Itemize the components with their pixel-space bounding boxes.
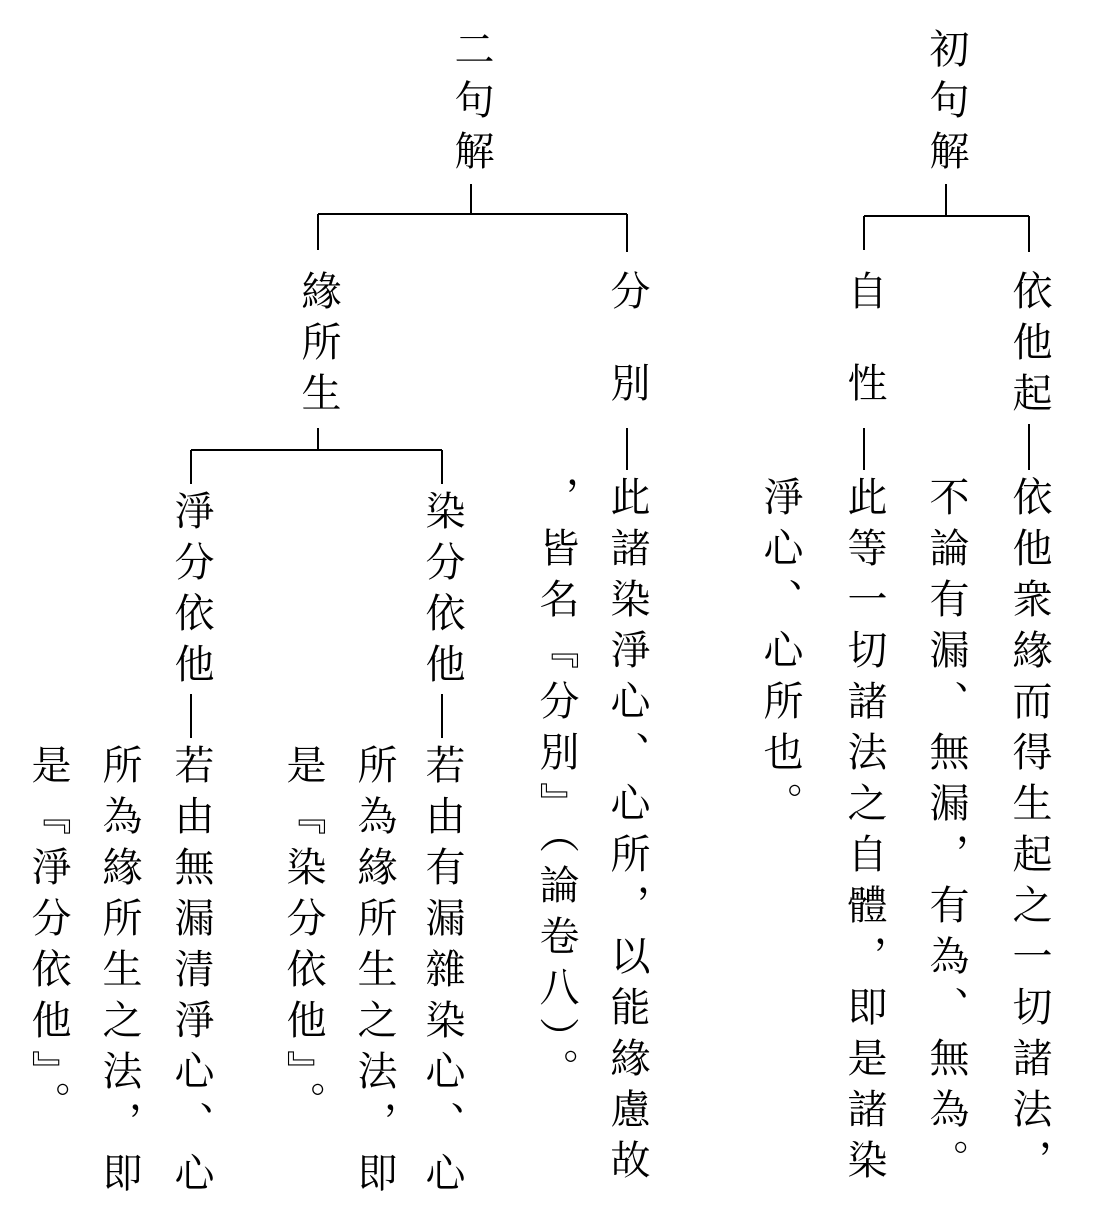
root-title-chujujie: 初句解 [923, 28, 969, 181]
node-desc-ranfen-col1: 若由有漏雜染心、心 [419, 744, 465, 1203]
node-desc-zixing-col1: 此等一切諸法之自體，即是諸染 [841, 476, 887, 1190]
node-label-fenbie: 分別 [604, 270, 650, 454]
node-desc-yitaqi-col2: 不論有漏、無漏，有為、無為。 [923, 476, 969, 1190]
node-desc-fenbie-col1: 此諸染淨心、心所，以能緣慮故 [604, 476, 650, 1190]
node-label-ranfen: 染分依他 [419, 490, 465, 694]
node-desc-ranfen-col2: 所為緣所生之法，即 [351, 744, 397, 1203]
node-label-jingfen: 淨分依他 [168, 490, 214, 694]
node-label-yuansuosheng: 緣所生 [295, 270, 341, 423]
node-desc-jingfen-col1: 若由無漏清淨心、心 [168, 744, 214, 1203]
node-desc-jingfen-col2: 所為緣所生之法，即 [96, 744, 142, 1203]
node-label-zixing: 自性 [841, 270, 887, 454]
node-desc-jingfen-col3: 是『淨分依他』。 [25, 744, 71, 1132]
node-label-yitaqi: 依他起 [1006, 270, 1052, 423]
node-desc-zixing-col2: 淨心、心所也。 [757, 476, 803, 833]
node-desc-yitaqi-col1: 依他衆緣而得生起之一切諸法， [1006, 476, 1052, 1190]
node-desc-fenbie-col2: ，皆名『分別』（論卷八）。 [533, 476, 579, 1099]
node-desc-ranfen-col3: 是『染分依他』。 [280, 744, 326, 1132]
root-title-erjujie: 二句解 [448, 28, 494, 181]
